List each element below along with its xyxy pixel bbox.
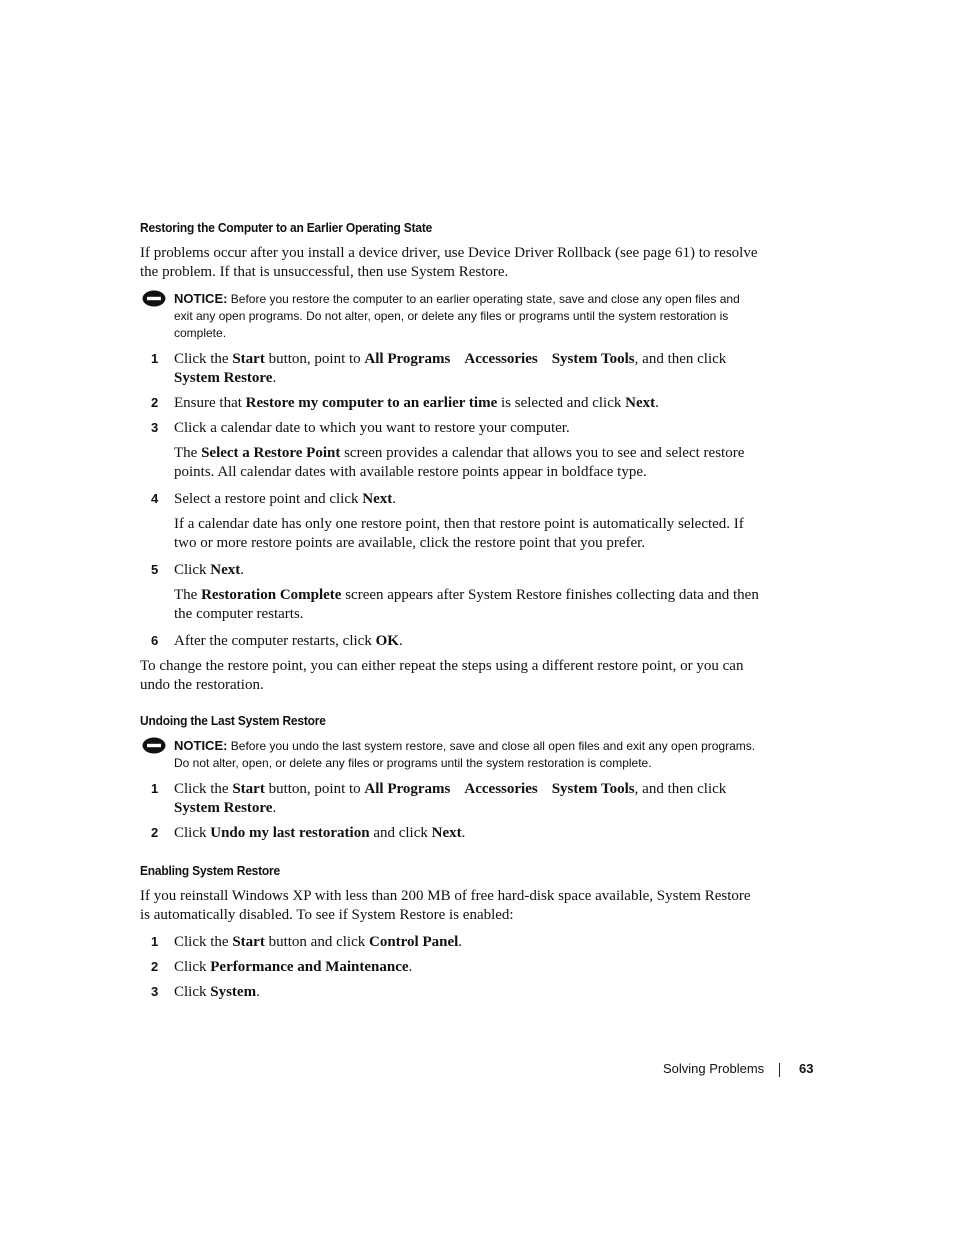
step-subtext: If a calendar date has only one restore point, then that restore point is automatically selected. If two or more restore points are available, click the restore point that you prefer. <box>174 516 744 551</box>
step-number: 5 <box>151 562 159 577</box>
section-heading-enabling: Enabling System Restore <box>140 863 280 878</box>
notice-label: NOTICE: <box>174 291 228 306</box>
step-item <box>140 561 760 624</box>
step-number: 4 <box>151 491 159 506</box>
step-subtext: The Restoration Complete screen appears after System Restore finishes collecting data and then the computer restarts. <box>174 587 759 622</box>
intro-paragraph: If problems occur after you install a device driver, use Device Driver Rollback (see page 61) to resolve the problem. If that is unsuccessful, then use System Restore. <box>140 245 758 280</box>
step-number: 2 <box>151 825 159 840</box>
step-number: 1 <box>151 781 159 796</box>
page-number: 63 <box>799 1061 814 1076</box>
step-text: Click the Start button and click Control Panel. <box>174 934 463 950</box>
step-item <box>140 632 760 651</box>
outro-paragraph: To change the restore point, you can either repeat the steps using a different restore point, or you can undo the restoration. <box>140 658 744 693</box>
steps-list <box>140 350 760 651</box>
step-item <box>140 983 760 1002</box>
section-heading-restoring: Restoring the Computer to an Earlier Operating State <box>140 220 433 235</box>
notice-icon <box>142 737 166 754</box>
step-text: Click Undo my last restoration and click Next. <box>174 825 466 841</box>
step-number: 2 <box>151 395 159 410</box>
step-item <box>140 394 760 413</box>
steps-list <box>140 780 760 843</box>
step-text: Click the Start button, point to All Programs Accessories System Tools, and then click System Restore. <box>174 781 727 816</box>
footer-section-title: Solving Problems <box>663 1061 765 1076</box>
step-item <box>140 824 760 843</box>
step-subtext: The Select a Restore Point screen provides a calendar that allows you to see and select restore points. All calendar dates with available restore points appear in boldface type. <box>174 445 745 480</box>
step-number: 2 <box>151 959 159 974</box>
page-content <box>140 220 760 1008</box>
step-text: Ensure that Restore my computer to an earlier time is selected and click Next. <box>174 395 659 411</box>
notice-box <box>140 737 760 772</box>
intro-paragraph: If you reinstall Windows XP with less than 200 MB of free hard-disk space available, System Restore is automatically disabled. To see if System Restore is enabled: <box>140 888 751 923</box>
step-text: After the computer restarts, click OK. <box>174 633 403 649</box>
notice-label: NOTICE: <box>174 738 228 753</box>
step-number: 1 <box>151 351 159 366</box>
step-text: Click Next. <box>174 562 244 578</box>
step-number: 6 <box>151 633 159 648</box>
notice-icon <box>142 290 166 307</box>
step-text: Select a restore point and click Next. <box>174 491 397 507</box>
notice-box <box>140 290 760 342</box>
step-number: 3 <box>151 984 159 999</box>
step-text: Click a calendar date to which you want to restore your computer. <box>174 420 570 436</box>
notice-text: Before you restore the computer to an earlier operating state, save and close any open files and exit any open programs. Do not alter, open, or delete any files or programs until the system restoration is complete. <box>174 292 740 340</box>
footer-divider <box>779 1063 780 1077</box>
step-item <box>140 933 760 952</box>
step-number: 3 <box>151 420 159 435</box>
notice-text: Before you undo the last system restore, save and close all open files and exit any open programs. Do not alter, open, or delete any files or programs until the system restoration is complete. <box>174 739 756 770</box>
step-text: Click Performance and Maintenance. <box>174 959 413 975</box>
step-item <box>140 419 760 482</box>
step-text: Click System. <box>174 984 260 1000</box>
step-item <box>140 490 760 553</box>
step-item <box>140 350 760 388</box>
step-text: Click the Start button, point to All Programs Accessories System Tools, and then click System Restore. <box>174 351 727 386</box>
step-item <box>140 958 760 977</box>
steps-list <box>140 933 760 1002</box>
step-number: 1 <box>151 934 159 949</box>
section-heading-undoing: Undoing the Last System Restore <box>140 713 326 728</box>
step-item <box>140 780 760 818</box>
